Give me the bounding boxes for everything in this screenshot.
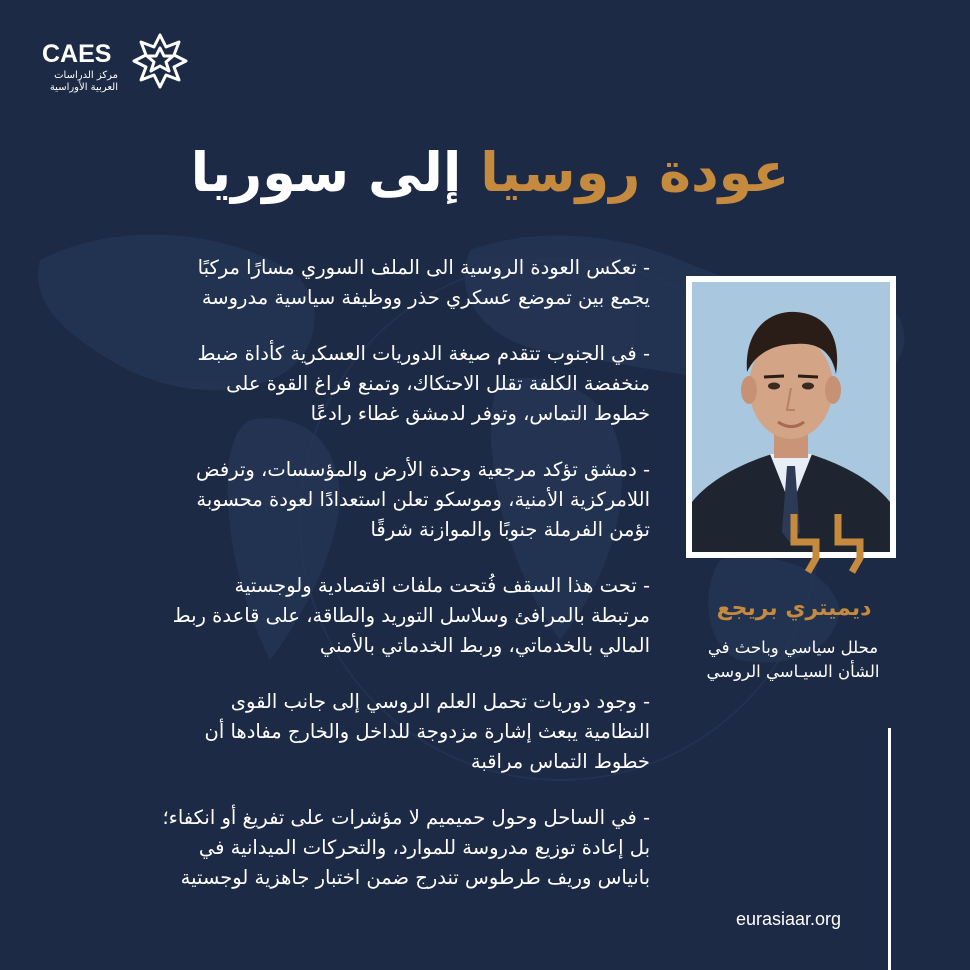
paragraph-line: اللامركزية الأمنية، وموسكو تعلن استعدادًا لعودة محسوبة [196,488,650,511]
paragraph-line: خطوط التماس، وتوفر لدمشق غطاء رادعًا [310,402,650,425]
website-link[interactable]: eurasiaar.org [736,909,842,929]
article-text [66,253,650,919]
paragraph-line: - تعكس العودة الروسية الى الملف السوري مسارًا مركبًا [197,256,650,279]
paragraph-line: تؤمن الفرملة جنوبًا والموازنة شرقًا [370,518,650,541]
paragraph-line: يجمع بين تموضع عسكري حذر ووظيفة سياسية مدروسة [201,286,650,309]
page-title [150,128,830,218]
paragraph-line: مرتبطة بالمرافئ وسلاسل التوريد والطاقة، على قاعدة ربط [172,604,650,627]
paragraph-line: منخفضة الكلفة تقلل الاحتكاك، وتمنع فراغ القوة على [226,372,650,395]
paragraph-line: بانياس وريف طرطوس تندرج ضمن اختبار جاهزية لوجستية [180,866,650,889]
logo-name-line1: مركز الدراسات [54,70,118,81]
caes-logo [36,28,196,98]
title-part-white: إلى سوريا [190,141,462,204]
paragraph [66,571,650,661]
paragraph [66,253,650,313]
paragraph-line: - في الجنوب تتقدم صيغة الدوريات العسكرية كأداة ضبط [197,342,650,365]
paragraph [66,455,650,545]
star-icon [131,32,189,90]
logo-name-line2: العربية الأوراسية [49,82,118,93]
paragraph-line: - دمشق تؤكد مرجعية وحدة الأرض والمؤسسات، وترفض [196,458,650,481]
paragraph-line: - تحت هذا السقف فُتحت ملفات اقتصادية ولوجستية [234,574,650,597]
paragraph-line: - في الساحل وحول حميميم لا مؤشرات على تفريغ أو انكفاء؛ [162,806,650,829]
paragraph-line: خطوط التماس مراقبة [470,750,650,773]
title-part-orange: عودة روسيا [480,141,790,204]
paragraph-line: بل إعادة توزيع مدروسة للموارد، والتحركات الميدانية في [198,836,650,859]
paragraph-line: - وجود دوريات تحمل العلم الروسي إلى جانب القوى [230,690,650,713]
paragraph [66,687,650,777]
paragraph-line: النظامية يبعث إشارة مزدوجة للداخل والخارج مفادها أن [204,720,650,743]
paragraph [66,803,650,893]
speaker-name: ديميتري بريجع [716,596,872,621]
speaker-role-line2: الشأن السيـاسي الروسي [706,662,880,681]
quote-icon [780,510,880,580]
paragraph-line: المالي بالخدماتي، وربط الخدماتي بالأمني [319,634,650,657]
paragraph [66,339,650,429]
speaker-role-line1: محلل سياسي وباحث في [707,638,879,657]
logo-abbr: CAES [42,40,112,68]
divider-line [888,728,891,970]
